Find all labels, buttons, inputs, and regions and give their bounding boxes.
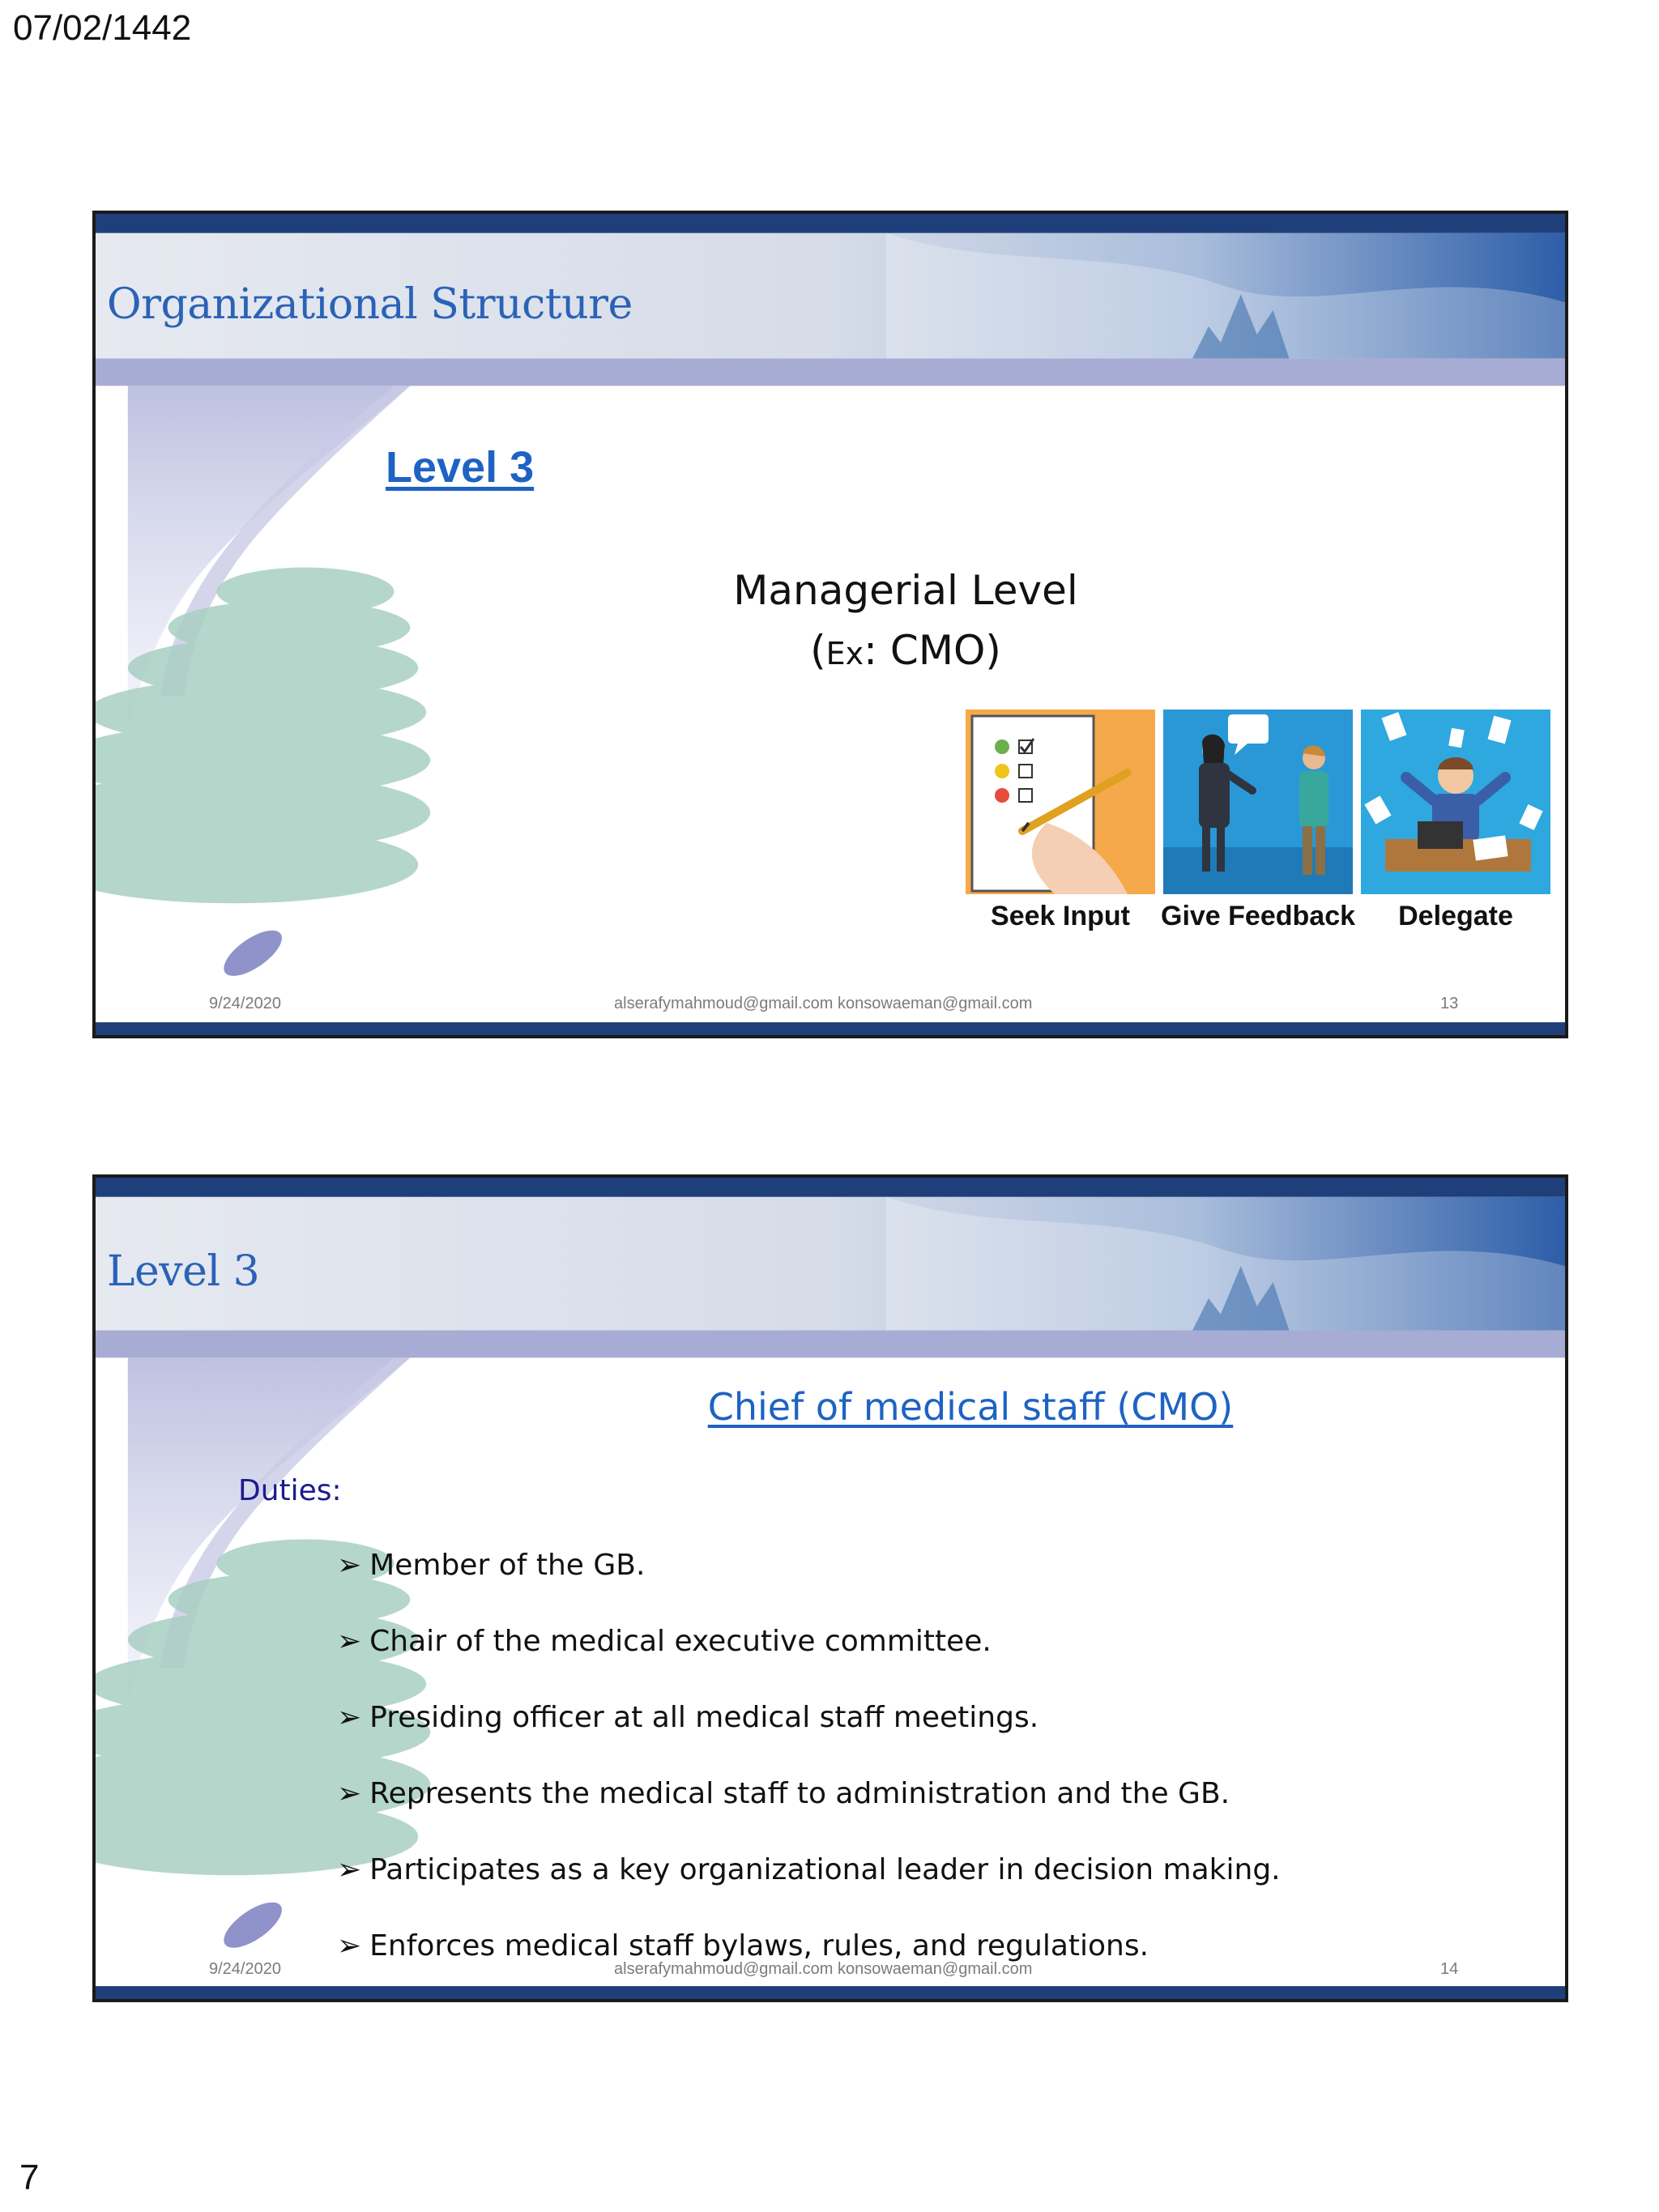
slide-title: Organizational Structure <box>107 280 633 329</box>
managerial-line-2: (Ex: CMO) <box>810 627 1001 674</box>
footer-emails: alserafymahmoud@gmail.com konsowaeman@gmail.com <box>614 995 1033 1012</box>
duties-label: Duties: <box>238 1474 342 1507</box>
delegate-label: Delegate <box>1398 901 1513 931</box>
managerial-line-1: Managerial Level <box>733 567 1078 614</box>
cmo-heading: Chief of medical staff (CMO) <box>707 1385 1234 1429</box>
footer-emails: alserafymahmoud@gmail.com konsowaeman@gmail.com <box>614 1960 1033 1978</box>
level-heading: Level 3 <box>386 443 535 492</box>
slide-number: 13 <box>1440 995 1459 1012</box>
slide-13 <box>92 211 1568 1038</box>
page-date: 07/02/1442 <box>13 8 192 48</box>
arrow-bullet-icon: ➢ <box>337 1625 362 1658</box>
arrow-bullet-icon: ➢ <box>337 1853 362 1886</box>
give-feedback-card <box>1163 710 1353 894</box>
give-feedback-label: Give Feedback <box>1161 901 1356 931</box>
seek-input-card <box>966 710 1155 894</box>
ex-abbrev: Ex <box>825 636 864 671</box>
footer-date: 9/24/2020 <box>209 995 281 1012</box>
seek-input-label: Seek Input <box>991 901 1130 931</box>
page-number: 7 <box>19 2158 40 2197</box>
duty-item: ➢ Chair of the medical executive committee. <box>337 1625 992 1658</box>
managerial-level-text <box>549 560 1262 684</box>
duty-item: ➢ Member of the GB. <box>337 1549 646 1582</box>
footer-date: 9/24/2020 <box>209 1960 281 1978</box>
arrow-bullet-icon: ➢ <box>337 1777 362 1810</box>
checklist-icon <box>966 710 1155 894</box>
slide-number: 14 <box>1440 1960 1459 1978</box>
arrow-bullet-icon: ➢ <box>337 1701 362 1734</box>
arrow-bullet-icon: ➢ <box>337 1929 362 1963</box>
slide-title: Level 3 <box>107 1247 260 1296</box>
duty-item: ➢ Participates as a key organizational leader in decision making. <box>337 1853 1281 1886</box>
duty-item: ➢ Presiding officer at all medical staff meetings. <box>337 1701 1039 1734</box>
slide-14 <box>92 1174 1568 2002</box>
duty-item: ➢ Represents the medical staff to administration and the GB. <box>337 1777 1230 1810</box>
delegate-card <box>1361 710 1550 894</box>
arrow-bullet-icon: ➢ <box>337 1549 362 1582</box>
feedback-icon <box>1163 710 1353 894</box>
delegate-icon <box>1361 710 1550 894</box>
duty-item: ➢ Enforces medical staff bylaws, rules, and regulations. <box>337 1929 1149 1963</box>
